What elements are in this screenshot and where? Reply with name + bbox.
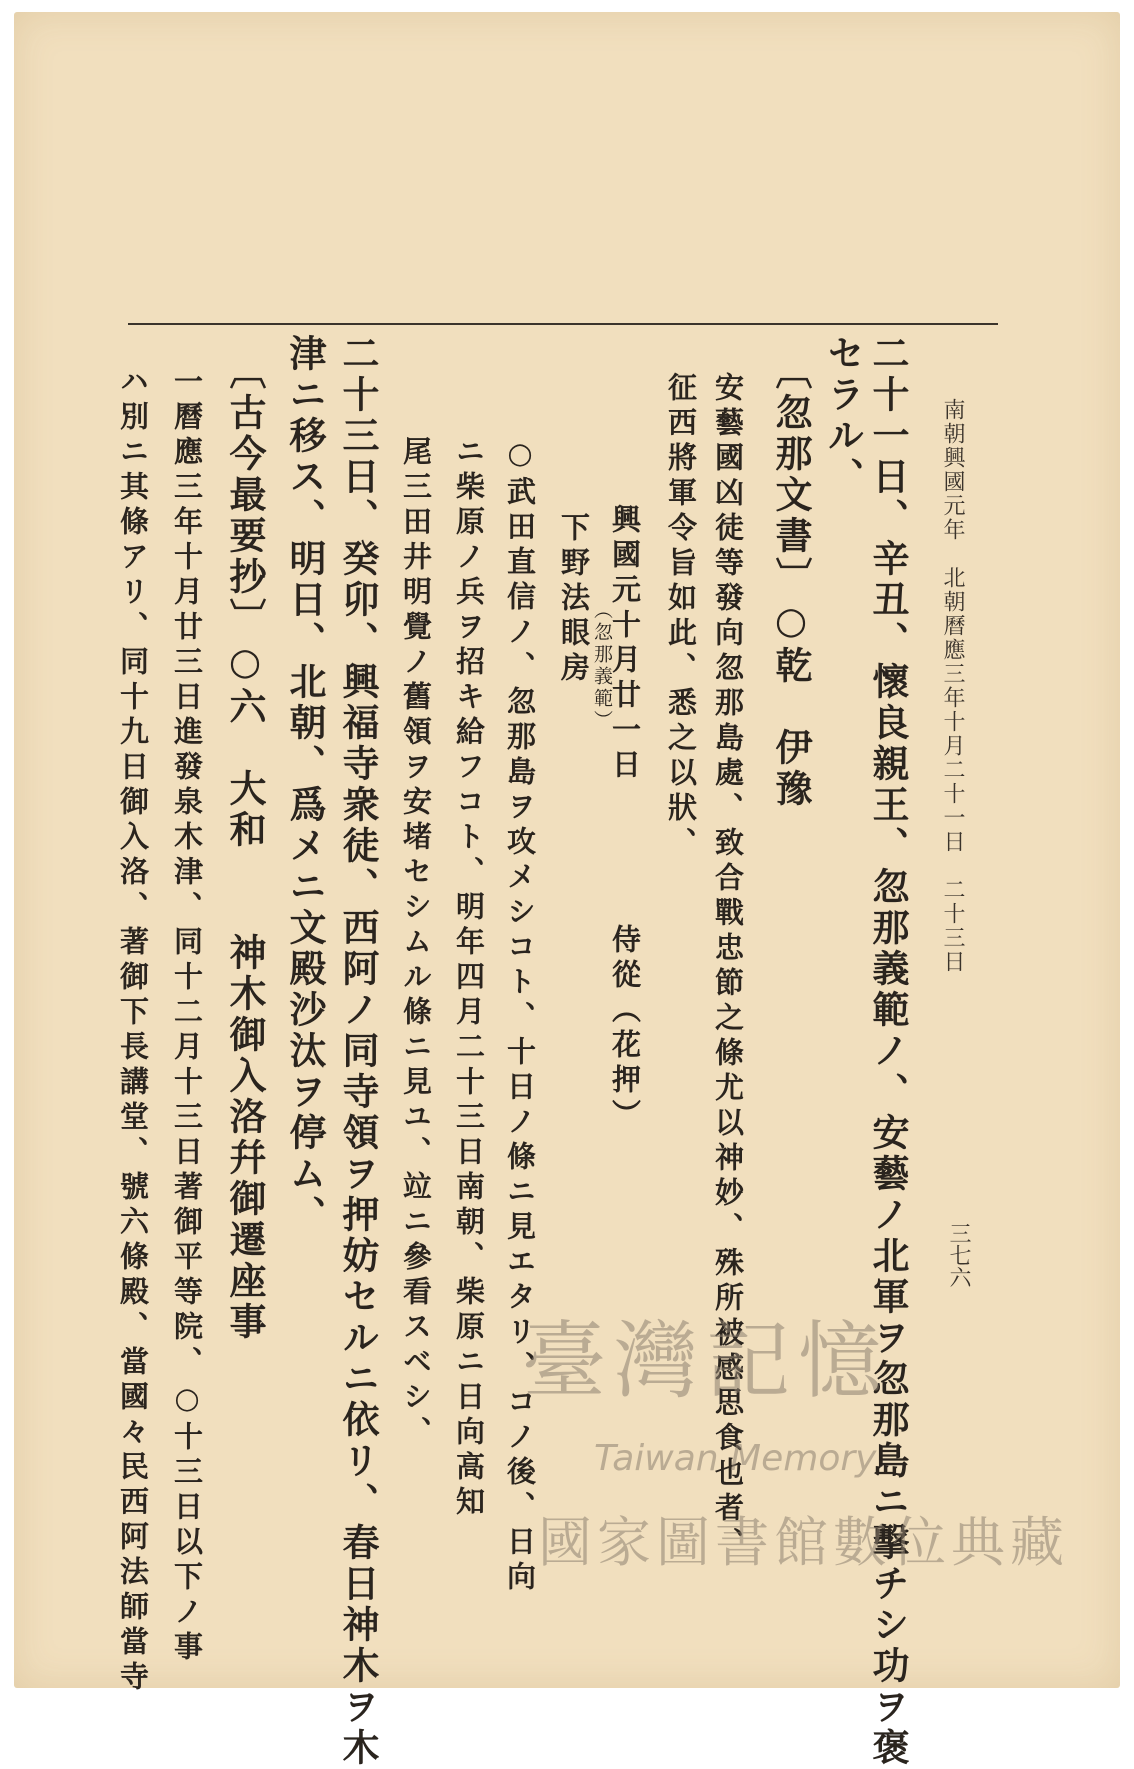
entry-23-heading: 二十三日、癸卯、興福寺衆徒、西阿ノ同寺領ヲ押妨セルニ依リ、春日神木ヲ木	[336, 334, 380, 1769]
source-title-kokon: 〔古今最要抄〕○六 大和 神木御入洛幷御遷座事	[223, 352, 267, 1343]
entry-21-heading: 二十一日、辛丑、懷良親王、忽那義範ノ、安藝ノ北軍ヲ忽那島ニ擊チシ功ヲ褒	[866, 334, 910, 1769]
entry-23-heading-cont: 津ニ移ス、明日、北朝、爲メニ文殿沙汰ヲ停ム、	[283, 334, 327, 1236]
header-rule	[128, 323, 998, 325]
page-number: 三七六	[946, 1222, 971, 1288]
source-title-kutsuna: 〔忽那文書〕○乾 伊豫	[769, 352, 813, 810]
watermark-title: 臺灣記憶	[522, 1312, 891, 1410]
document-page	[14, 12, 1120, 1769]
note-line-2: ニ柴原ノ兵ヲ招キ給フコト、明年四月二十三日南朝、柴原ニ日向高知	[452, 436, 486, 1521]
document-addressee: 下野法眼房	[557, 512, 591, 687]
document-date: 興國元十月廿一日 侍從（花押）	[608, 504, 642, 1134]
document-line-2: 征西將軍令旨如此、悉之以狀、	[664, 372, 698, 862]
addressee-note: （忽那義範）	[591, 600, 613, 732]
note-line-1: ○武田直信ノ、忽那島ヲ攻メシコト、十日ノ條ニ見エタリ、コノ後、日向	[503, 436, 537, 1596]
note-line-3: 尾三田井明覺ノ舊領ヲ安堵セシムル條ニ見ユ、竝ニ參看スベシ、	[399, 436, 433, 1451]
document-line-1: 安藝國凶徒等發向忽那島處、致合戰忠節之條尤以神妙、殊所被感思食也者、	[711, 372, 745, 1562]
source-line-2: ハ別ニ其條アリ、同十九日御入洛、著御下長講堂、號六條殿、當國々民西阿法師當寺	[116, 366, 150, 1696]
watermark-org: 國家圖書館數位典藏	[538, 1511, 1069, 1574]
source-line-1: 一曆應三年十月廿三日進發泉木津、同十二月十三日著御平等院、○十三日以下ノ事	[170, 366, 204, 1666]
watermark-subtitle: Taiwan Memory	[594, 1438, 877, 1479]
entry-21-heading-cont: セラル、	[821, 334, 865, 498]
running-head: 南朝興國元年 北朝曆應三年十月二十一日 二十三日	[940, 398, 965, 974]
